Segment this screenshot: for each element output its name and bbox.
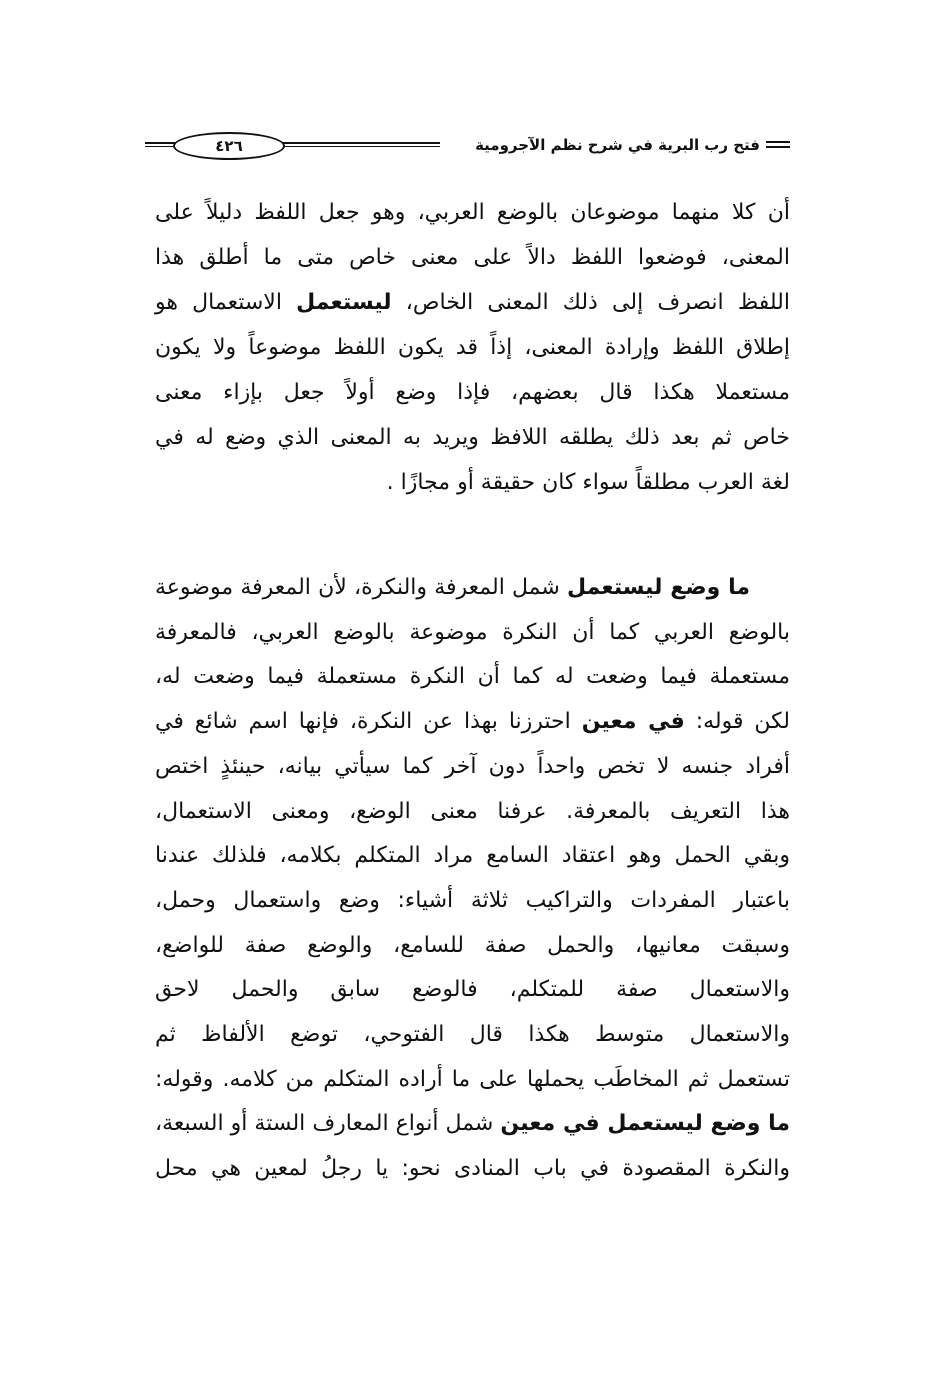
text-line	[155, 568, 790, 608]
text-segment: اللفظ انصرف إلى ذلك المعنى الخاص،	[391, 290, 790, 315]
text-segment: تستعمل ثم المخاطَب يحملها على ما أراده المتكلم من كلامه. وقوله:	[155, 1066, 790, 1092]
text-segment: باعتبار المفردات والتراكيب ثلاثة أشياء: وضع واستعمال وحمل،	[155, 887, 790, 913]
text-line	[155, 1149, 790, 1189]
page-number: ٤٢٦	[173, 132, 285, 160]
text-line	[155, 747, 790, 787]
text-segment: مستعملة فيما وضعت له كما أن النكرة مستعملة فيما وضعت له،	[155, 664, 790, 690]
text-segment: شمل أنواع المعارف الستة أو السبعة،	[155, 1111, 501, 1137]
text-segment: وسبقت معانيها، والحمل صفة للسامع، والوضع صفة للواضع،	[155, 932, 790, 958]
running-header	[145, 132, 790, 162]
text-segment: شمل المعرفة والنكرة، لأن المعرفة موضوعة	[155, 575, 568, 600]
text-line	[155, 328, 790, 368]
text-line	[155, 1104, 790, 1144]
text-line	[155, 1015, 790, 1055]
text-segment: خاص ثم بعد ذلك يطلقه اللافظ ويريد به المعنى الذي وضع له في	[155, 425, 790, 450]
text-segment: والنكرة المقصودة في باب المنادى نحو: يا رجلُ لمعين هي محل	[155, 1156, 790, 1182]
text-segment: أفراد جنسه لا تخص واحداً دون آخر كما سيأتي بيانه، حينئذٍ اختص	[155, 753, 790, 779]
text-segment: لغة العرب مطلقاً سواء كان حقيقة أو مجازًا .	[386, 470, 790, 495]
text-line	[155, 418, 790, 458]
text-line	[155, 792, 790, 832]
text-segment: بالوضع العربي كما أن النكرة موضوعة بالوضع العربي، فالمعرفة	[155, 619, 790, 645]
text-line	[155, 613, 790, 653]
header-ornament	[766, 141, 790, 148]
bold-quoted-text: ما وضع ليستعمل في معين	[500, 1111, 791, 1137]
header-rule-left	[145, 142, 175, 147]
text-segment: أن كلا منهما موضوعان بالوضع العربي، وهو جعل اللفظ دليلاً على	[155, 200, 790, 225]
text-line	[155, 836, 790, 876]
bold-quoted-text: في معين	[581, 709, 685, 735]
bold-quoted-text: ما وضع ليستعمل	[567, 575, 750, 600]
text-segment: والاستعمال صفة للمتكلم، فالوضع سابق والحمل لاحق	[155, 977, 790, 1003]
book-title: فتح رب البرية في شرح نظم الآجرومية	[475, 136, 760, 154]
text-segment: احترزنا بهذا عن النكرة، فإنها اسم شائع في	[155, 709, 582, 735]
text-line	[155, 373, 790, 413]
text-line	[155, 702, 790, 742]
text-segment: الاستعمال هو	[155, 290, 297, 315]
text-segment: لكن قوله:	[684, 709, 791, 735]
text-segment: مستعملا هكذا قال بعضهم، فإذا وضع أولاً جعل بإزاء معنى	[155, 380, 790, 405]
text-segment: والاستعمال متوسط هكذا قال الفتوحي، توضع الألفاظ ثم	[155, 1022, 790, 1047]
text-line	[155, 881, 790, 921]
header-rule	[280, 142, 440, 147]
text-line	[155, 463, 790, 503]
text-segment: وبقي الحمل وهو اعتقاد السامع مراد المتكلم بكلامه، فلذلك عندنا	[155, 843, 790, 869]
text-line	[155, 657, 790, 697]
text-line	[155, 283, 790, 323]
text-segment: هذا التعريف بالمعرفة. عرفنا معنى الوضع، ومعنى الاستعمال،	[155, 798, 790, 824]
bold-quoted-text: ليستعمل	[296, 290, 392, 315]
text-segment: إطلاق اللفظ وإرادة المعنى، إذاً قد يكون اللفظ موضوعاً ولا يكون	[155, 335, 790, 360]
text-segment: المعنى، فوضعوا اللفظ دالاً على معنى خاص متى ما أطلق هذا	[155, 245, 790, 270]
text-line	[155, 238, 790, 278]
text-line	[155, 926, 790, 966]
text-line	[155, 193, 790, 233]
text-line	[155, 1060, 790, 1100]
text-line	[155, 970, 790, 1010]
